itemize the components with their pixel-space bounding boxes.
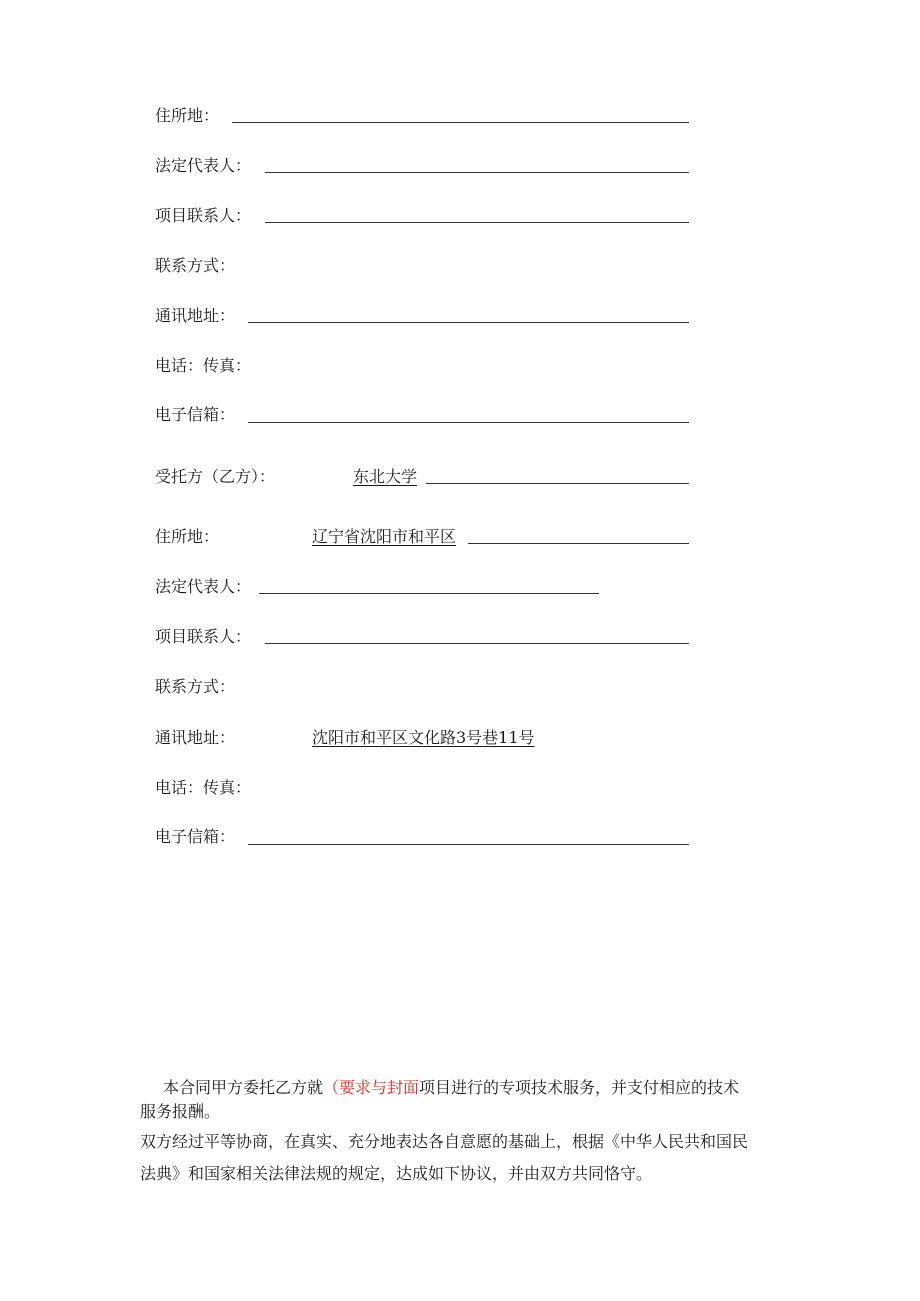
party-a-address-label: 住所地： <box>155 106 220 125</box>
contract-purpose-line2: 服务报酬。 <box>140 1102 221 1121</box>
purpose-text-end: 项目进行的专项技术服务，并支付相应的技术 <box>419 1078 740 1097</box>
party-b-email-label: 电子信箱： <box>155 827 236 846</box>
party-b-mail-address-value[interactable]: 沈阳市和平区文化路3号巷11号 <box>312 728 535 747</box>
party-a-contact-person-blank[interactable] <box>265 222 689 223</box>
party-a-mail-address-blank[interactable] <box>248 322 689 323</box>
party-a-email-label: 电子信箱： <box>155 405 236 424</box>
contract-purpose-line1 <box>163 1076 739 1100</box>
party-b-phone-fax-label: 电话：传真： <box>155 778 252 797</box>
party-b-trustee-label: 受托方（乙方）： <box>155 467 276 486</box>
party-a-contact-person-label: 项目联系人： <box>155 206 252 225</box>
party-b-legal-rep-blank[interactable] <box>259 593 599 594</box>
party-b-contact-person-blank[interactable] <box>265 643 689 644</box>
purpose-highlight: （要求与封面 <box>323 1078 420 1097</box>
party-b-contact-person-label: 项目联系人： <box>155 627 252 646</box>
party-b-mail-address-label: 通讯地址： <box>155 728 236 747</box>
agreement-basis-line2: 法典》和国家相关法律法规的规定，达成如下协议，并由双方共同恪守。 <box>140 1164 653 1183</box>
party-a-mail-address-label: 通讯地址： <box>155 306 236 325</box>
party-a-address-blank[interactable] <box>232 122 689 123</box>
party-b-legal-rep-label: 法定代表人： <box>155 577 252 596</box>
party-a-email-blank[interactable] <box>248 422 689 423</box>
party-a-legal-rep-label: 法定代表人： <box>155 156 252 175</box>
party-b-address-label: 住所地： <box>155 527 220 546</box>
party-b-trustee-blank[interactable] <box>426 483 689 484</box>
party-a-phone-fax-label: 电话：传真： <box>155 356 252 375</box>
party-b-trustee-value[interactable]: 东北大学 <box>353 467 418 486</box>
party-b-email-blank[interactable] <box>248 844 689 845</box>
party-b-address-value[interactable]: 辽宁省沈阳市和平区 <box>312 527 457 546</box>
party-a-contact-method-label: 联系方式： <box>155 256 236 275</box>
purpose-text-start: 本合同甲方委托乙方就 <box>163 1078 324 1097</box>
party-a-legal-rep-blank[interactable] <box>265 172 689 173</box>
party-b-contact-method-label: 联系方式： <box>155 677 236 696</box>
party-b-address-blank[interactable] <box>468 543 689 544</box>
agreement-basis-line1: 双方经过平等协商，在真实、充分地表达各自意愿的基础上，根据《中华人民共和国民 <box>140 1132 749 1151</box>
